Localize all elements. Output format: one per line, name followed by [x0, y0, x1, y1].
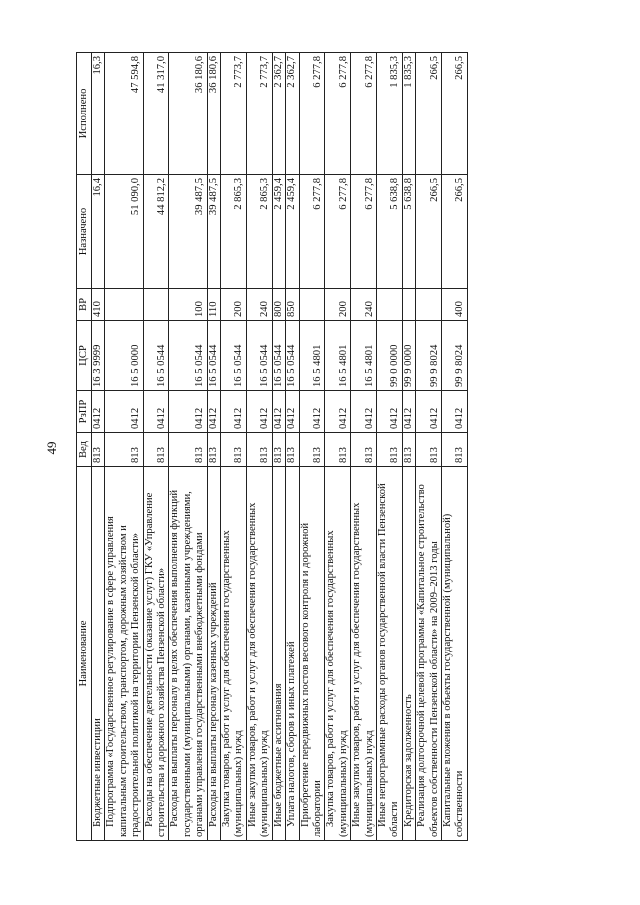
cell-executed: 2 773,7 [246, 53, 272, 175]
cell-name [325, 467, 351, 841]
row-name-text: Бюджетные инвестиции [92, 718, 103, 827]
cell-rzpr: 0412 [376, 391, 402, 433]
cell-rzpr: 0412 [246, 391, 272, 433]
cell-vr: 240 [246, 289, 272, 321]
cell-executed: 2 362,7 [272, 53, 285, 175]
cell-executed: 6 277,8 [325, 53, 351, 175]
table-row [441, 53, 467, 841]
cell-vr: 850 [286, 289, 299, 321]
table-row [207, 53, 220, 841]
cell-rzpr: 0412 [92, 391, 105, 433]
cell-assigned: 16,4 [92, 175, 105, 289]
table-row [92, 53, 105, 841]
cell-ved: 813 [286, 433, 299, 467]
cell-csr: 16 3 9999 [92, 321, 105, 391]
row-name-text: Уплата налогов, сборов и иных платежей [286, 641, 298, 827]
cell-vr: 200 [221, 289, 247, 321]
cell-vr: 110 [207, 289, 220, 321]
row-name-text: Расходы на выплаты персоналу казенных учреждений [207, 582, 219, 827]
cell-name [143, 467, 169, 841]
cell-vr [376, 289, 402, 321]
cell-ved: 813 [325, 433, 351, 467]
cell-rzpr: 0412 [402, 391, 415, 433]
cell-rzpr: 0412 [207, 391, 220, 433]
cell-name [286, 467, 299, 841]
cell-assigned: 2 865,3 [221, 175, 247, 289]
table-row [246, 53, 272, 841]
row-name-text: Закупка товаров, работ и услуг для обеспечения государственных (муниципальных) нужд [325, 530, 349, 837]
cell-assigned: 6 277,8 [299, 175, 325, 289]
cell-csr: 16 5 4801 [351, 321, 377, 391]
cell-csr: 16 5 0544 [207, 321, 220, 391]
cell-name [376, 467, 402, 841]
cell-name [416, 467, 442, 841]
table-row [105, 53, 143, 841]
cell-assigned: 6 277,8 [325, 175, 351, 289]
cell-csr: 16 5 0544 [272, 321, 285, 391]
row-name-text: Расходы на выплаты персоналу в целях обеспечения выполнения функций государственными (муниципальными) органами, казенными учреждениями, органами управления государственными внебюджетными фондами [169, 489, 206, 837]
cell-executed: 16,3 [92, 53, 105, 175]
cell-assigned: 2 459,4 [286, 175, 299, 289]
cell-executed: 266,5 [416, 53, 442, 175]
header-executed: Исполнено [77, 53, 92, 175]
cell-ved: 813 [92, 433, 105, 467]
cell-name [207, 467, 220, 841]
row-name-text: Кредиторская задолженность [402, 694, 414, 827]
cell-csr: 16 5 0544 [143, 321, 169, 391]
cell-vr [416, 289, 442, 321]
cell-assigned: 6 277,8 [351, 175, 377, 289]
cell-assigned: 5 638,8 [402, 175, 415, 289]
cell-name [105, 467, 143, 841]
row-name-text: Расходы на обеспечение деятельности (оказание услуг) ГКУ «Управление строительства и дорожного хозяйства Пензенской области» [143, 492, 168, 837]
cell-assigned: 51 090,0 [105, 175, 143, 289]
cell-vr [105, 289, 143, 321]
cell-vr: 800 [272, 289, 285, 321]
header-csr: ЦСР [77, 321, 92, 391]
cell-csr: 16 5 0544 [169, 321, 207, 391]
cell-ved: 813 [351, 433, 377, 467]
row-name-text: Приобретение передвижных постов весового контроля и дорожной лаборатории [299, 522, 323, 837]
table-row [169, 53, 207, 841]
row-name-text: Иные закупки товаров, работ и услуг для обеспечения государственных (муниципальных) нужд [246, 502, 271, 837]
cell-rzpr: 0412 [169, 391, 207, 433]
cell-csr: 99 9 8024 [441, 321, 467, 391]
cell-executed: 41 317,0 [143, 53, 169, 175]
cell-csr: 99 9 0000 [402, 321, 415, 391]
header-ved: Вед [77, 433, 92, 467]
cell-vr [299, 289, 325, 321]
rotated-table-wrapper [76, 53, 580, 841]
table-row [351, 53, 377, 841]
cell-assigned: 266,5 [416, 175, 442, 289]
cell-assigned: 2 865,3 [246, 175, 272, 289]
cell-ved: 813 [169, 433, 207, 467]
cell-ved: 813 [441, 433, 467, 467]
cell-ved: 813 [402, 433, 415, 467]
row-name-text: Иные непрограммные расходы органов государственной власти Пензенской области [376, 483, 401, 837]
cell-name [246, 467, 272, 841]
budget-table [76, 52, 468, 841]
cell-rzpr: 0412 [105, 391, 143, 433]
cell-vr [143, 289, 169, 321]
cell-csr: 16 5 0544 [246, 321, 272, 391]
cell-csr: 99 0 0000 [376, 321, 402, 391]
cell-ved: 813 [143, 433, 169, 467]
cell-executed: 6 277,8 [351, 53, 377, 175]
cell-executed: 1 835,3 [376, 53, 402, 175]
header-name: Наименование [77, 467, 92, 841]
cell-ved: 813 [299, 433, 325, 467]
cell-executed: 36 180,6 [169, 53, 207, 175]
cell-ved: 813 [416, 433, 442, 467]
row-name-text: Закупка товаров, работ и услуг для обеспечения государственных (муниципальных) нужд [221, 530, 245, 837]
cell-csr: 99 9 8024 [416, 321, 442, 391]
cell-rzpr: 0412 [441, 391, 467, 433]
table-row [143, 53, 169, 841]
header-rzpr: РзПР [77, 391, 92, 433]
cell-ved: 813 [246, 433, 272, 467]
cell-rzpr: 0412 [286, 391, 299, 433]
cell-vr: 100 [169, 289, 207, 321]
cell-executed: 1 835,3 [402, 53, 415, 175]
cell-name [351, 467, 377, 841]
cell-executed: 2 773,7 [221, 53, 247, 175]
cell-vr: 200 [325, 289, 351, 321]
table-body [92, 53, 468, 841]
table-row [299, 53, 325, 841]
cell-vr: 410 [92, 289, 105, 321]
cell-ved: 813 [207, 433, 220, 467]
cell-csr: 16 5 0544 [286, 321, 299, 391]
cell-rzpr: 0412 [416, 391, 442, 433]
cell-csr: 16 5 4801 [325, 321, 351, 391]
cell-vr [402, 289, 415, 321]
cell-ved: 813 [272, 433, 285, 467]
cell-executed: 6 277,8 [299, 53, 325, 175]
row-name-text: Капитальные вложения в объекты государственной (муниципальной) собственности [441, 513, 466, 837]
table-row [221, 53, 247, 841]
cell-ved: 813 [105, 433, 143, 467]
cell-name [441, 467, 467, 841]
cell-executed: 36 180,6 [207, 53, 220, 175]
page-number: 49 [44, 441, 59, 455]
table-row [272, 53, 285, 841]
table-row [402, 53, 415, 841]
row-name-text: Реализация долгосрочной целевой программы «Капитальное строительство объектов собственности Пензенской области» на 2009–2013 годы [416, 484, 440, 837]
cell-csr: 16 5 0000 [105, 321, 143, 391]
row-name-text: Иные закупки товаров, работ и услуг для обеспечения государственных (муниципальных) нужд [351, 502, 375, 837]
cell-rzpr: 0412 [272, 391, 285, 433]
cell-name [299, 467, 325, 841]
row-name-text: Подпрограмма «Государственное регулирование в сфере управления капитальным строительством, транспортом, дорожным хозяйством и градостроительной политикой на территории Пензенской области» [105, 516, 142, 837]
cell-name [92, 467, 105, 841]
header-assigned: Назначено [77, 175, 92, 289]
cell-name [402, 467, 415, 841]
cell-ved: 813 [376, 433, 402, 467]
cell-vr: 240 [351, 289, 377, 321]
cell-csr: 16 5 4801 [299, 321, 325, 391]
table-row [376, 53, 402, 841]
cell-ved: 813 [221, 433, 247, 467]
cell-assigned: 266,5 [441, 175, 467, 289]
cell-rzpr: 0412 [221, 391, 247, 433]
cell-vr: 400 [441, 289, 467, 321]
cell-assigned: 39 487,5 [207, 175, 220, 289]
cell-rzpr: 0412 [143, 391, 169, 433]
cell-executed: 2 362,7 [286, 53, 299, 175]
cell-rzpr: 0412 [325, 391, 351, 433]
table-row [325, 53, 351, 841]
row-name-text: Иные бюджетные ассигнования [272, 683, 284, 827]
table-row [416, 53, 442, 841]
table-row [286, 53, 299, 841]
cell-csr: 16 5 0544 [221, 321, 247, 391]
cell-rzpr: 0412 [299, 391, 325, 433]
table-header-row [77, 53, 92, 841]
cell-name [272, 467, 285, 841]
cell-name [221, 467, 247, 841]
cell-executed: 47 594,8 [105, 53, 143, 175]
cell-assigned: 39 487,5 [169, 175, 207, 289]
cell-executed: 266,5 [441, 53, 467, 175]
cell-assigned: 2 459,4 [272, 175, 285, 289]
cell-assigned: 5 638,8 [376, 175, 402, 289]
header-vr: ВР [77, 289, 92, 321]
cell-assigned: 44 812,2 [143, 175, 169, 289]
cell-name [169, 467, 207, 841]
cell-rzpr: 0412 [351, 391, 377, 433]
